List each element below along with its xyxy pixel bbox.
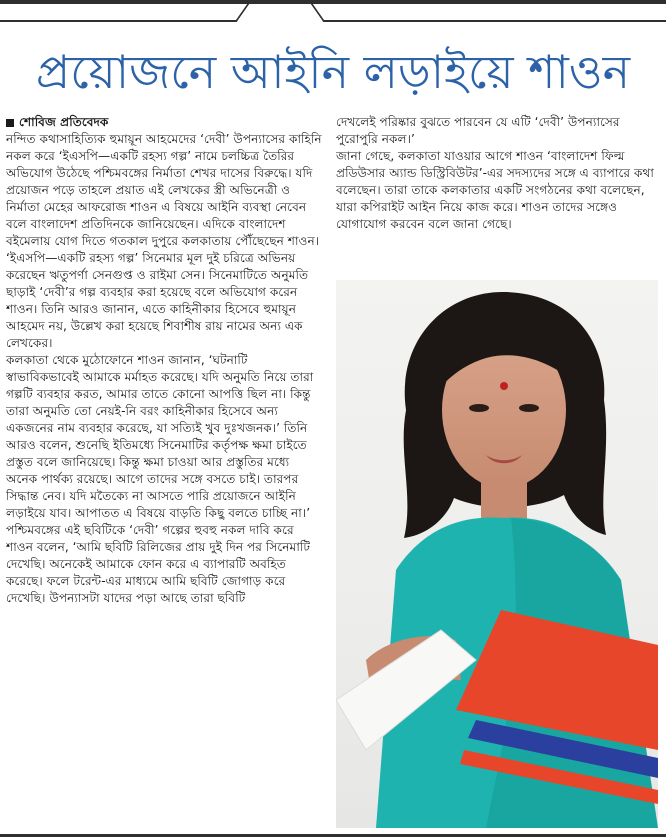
paragraph: ‘ইএসপি—একটি রহস্য গল্প’ সিনেমার মূল দুই চরিত্রে অভিনয় করেছেন ঋতুপর্ণা সেনগুপ্ত ও রাইমা সেন। সিনেমাটিতে অনুমতি ছাড়াই ‘দেবী’র গল্প ব্যবহার করা হয়েছে বলে অভিযোগ করেন শাওন। তিনি আরও জানান, এতে কাহিনীকার হিসেবে হুমায়ূন আহমেদ নয়, উল্লেখ করা হয়েছে শিবাশীষ রায় নামের অন্য এক লেখকের।	[6, 251, 309, 350]
article-column-left	[6, 114, 324, 828]
bullet-icon	[6, 119, 14, 127]
paragraph: নন্দিত কথাসাহিত্যিক হুমায়ূন আহমেদের ‘দেবী’ উপন্যাসের কাহিনি নকল করে ‘ইএসপি—একটি রহস্য গল্প’ নামে চলচ্চিত্র তৈরির অভিযোগ উঠেছে পশ্চিমবঙ্গের নির্মাতা শেখর দাসের বিরুদ্ধে। যদি প্রয়োজন পড়ে তাহলে প্রয়াত এই লেখকের স্ত্রী অভিনেত্রী ও নির্মাতা মেহের আফরোজ শাওন এ বিষয়ে আইনি ব্যবস্থা নেবেন বলে বাংলাদেশ প্রতিদিনকে জানিয়েছেন। এদিকে বাংলাদেশ বইমেলায় যোগ দিতে গতকাল দুপুরে কলকাতায় পৌঁছেছেন শাওন।	[6, 132, 322, 248]
paragraph: কলকাতা থেকে মুঠোফোনে শাওন জানান, ‘ঘটনাটি স্বাভাবিকভাবেই আমাকে মর্মাহত করেছে। যদি অনুমতি নিয়ে তারা গল্পটি ব্যবহার করত, আমার তাতে কোনো আপত্তি ছিল না। কিন্তু তারা অনুমতি তো নেয়ই-নি বরং কাহিনীকার হিসেবে অন্য একজনের নাম ব্যবহার করেছে, যা সত্যিই খুব দুঃখজনক।’ তিনি আরও বলেন, শুনেছি ইতিমধ্যে সিনেমাটির কর্তৃপক্ষ ক্ষমা চাইতে প্রস্তুত বলে জানিয়েছে। কিন্তু ক্ষমা চাওয়া আর প্রস্তুতির মধ্যে অনেক পার্থক্য রয়েছে। আগে তাদের সঙ্গে বসতে চাই। তারপর সিদ্ধান্ত নেব। যদি মতৈক্যে না আসতে পারি প্রয়োজনে আইনি লড়াইয়ে যাব। আপাতত এ বিষয়ে বাড়তি কিছু বলতে চাচ্ছি না।’	[6, 353, 314, 520]
top-frame-right	[308, 0, 666, 22]
article-headline: প্রয়োজনে আইনি লড়াইয়ে শাওন	[35, 45, 631, 99]
byline	[6, 114, 324, 131]
paragraph: পশ্চিমবঙ্গের এই ছবিটিকে ‘দেবী’ গল্পের হুবহু নকল দাবি করে শাওন বলেন, ‘আমি ছবিটি রিলিজের প্রায় দুই দিন পর সিনেমাটি দেখেছি। অনেকেই আমাকে ফোন করে এ ব্যাপারটি অবহিত করেছে। ফলে টরেন্ট-এর মাধ্যমে আমি ছবিটি জোগাড় করে দেখেছি। উপন্যাসটা যাদের পড়া আছে তারা ছবিটি	[6, 523, 310, 605]
paragraph: জানা গেছে, কলকাতা যাওয়ার আগে শাওন ‘বাংলাদেশ ফিল্ম প্রডিউসার অ্যান্ড ডিস্ট্রিবিউটর’-এর সদস্যদের সঙ্গে এ ব্যাপারে কথা বলেছেন। তারা তাকে কলকাতার একটি সংগঠনের কথা বলেছেন, যারা কপিরাইট আইন নিয়ে কাজ করে। শাওন তাদের সঙ্গেও যোগাযোগ করবেন বলে জানা গেছে।	[336, 149, 654, 231]
paragraph: দেখলেই পরিষ্কার বুঝতে পারবেন যে এটি ‘দেবী’ উপন্যাসের পুরোপুরি নকল।’	[336, 115, 620, 146]
page-top-frame	[0, 0, 666, 22]
top-frame-left	[0, 0, 252, 22]
portrait-illustration	[336, 280, 658, 828]
portrait-photo	[336, 280, 658, 828]
article-column-right	[336, 114, 658, 274]
byline-text: শোবিজ প্রতিবেদক	[19, 115, 109, 129]
